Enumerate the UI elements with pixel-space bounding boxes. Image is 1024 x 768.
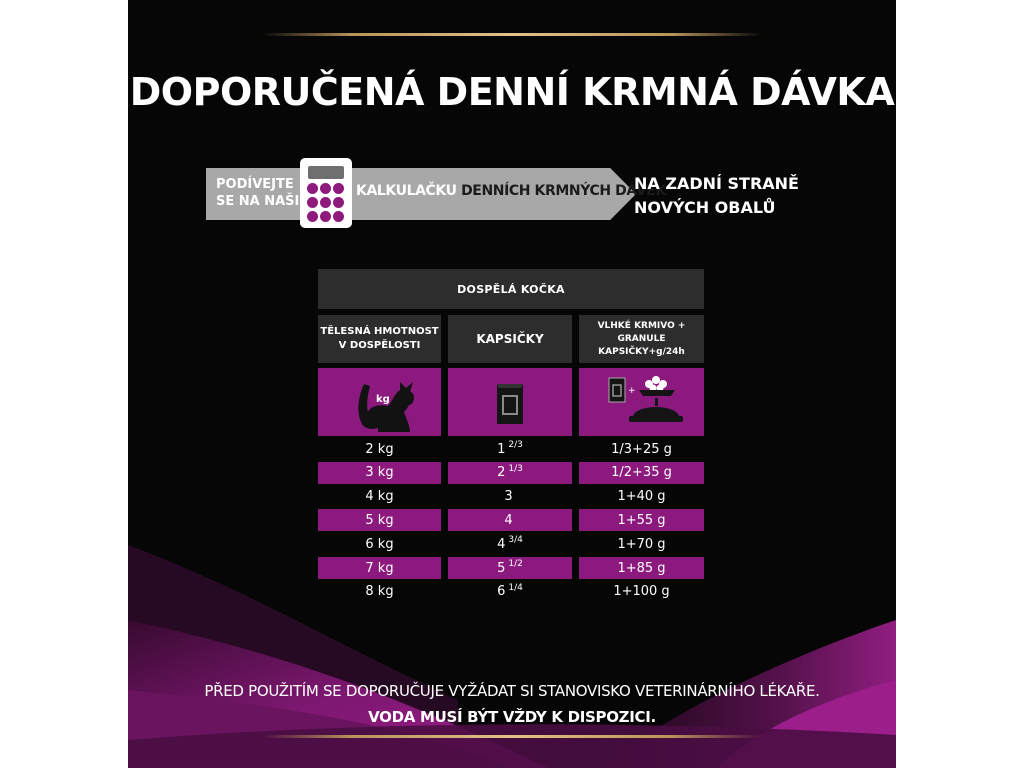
pouches-whole: 1 bbox=[497, 441, 506, 457]
pouch-icon-cell bbox=[448, 368, 572, 436]
top-gold-divider bbox=[262, 33, 762, 36]
table-row bbox=[318, 557, 704, 579]
pouches-cell bbox=[448, 533, 572, 555]
calculator-icon bbox=[300, 158, 352, 228]
pouch-icon bbox=[448, 368, 572, 436]
table-row bbox=[318, 486, 704, 508]
footer-line-2: VODA MUSÍ BÝT VŽDY K DISPOZICI. bbox=[368, 708, 656, 726]
banner-calculator-text bbox=[356, 183, 666, 199]
footer-line-1: PŘED POUŽITÍM SE DOPORUČUJE VYŽÁDAT SI STANOVISKO VETERINÁRNÍHO LÉKAŘE. bbox=[204, 682, 820, 700]
pouches-whole: 4 bbox=[504, 512, 513, 528]
table-row bbox=[318, 581, 704, 603]
pouches-cell bbox=[448, 557, 572, 579]
pouches-cell bbox=[448, 509, 572, 531]
col-head-weight: TĚLESNÁ HMOTNOST V DOSPĚLOSTI bbox=[318, 315, 441, 363]
bottom-gold-divider bbox=[262, 735, 762, 738]
banner-left-text: PODÍVEJTE SE NA NAŠI bbox=[216, 177, 300, 209]
col-head-pouches: KAPSIČKY bbox=[448, 315, 572, 363]
weight-cell: 5 kg bbox=[318, 509, 441, 531]
mixed-feeding-cell: 1+40 g bbox=[617, 489, 666, 505]
pouches-whole: 2 bbox=[497, 465, 506, 481]
weight-cell: 4 kg bbox=[365, 489, 394, 505]
pouches-fraction: 1/3 bbox=[508, 463, 523, 474]
mixed-feeding-cell: 1/2+35 g bbox=[579, 462, 704, 484]
cat-kg-label: kg bbox=[376, 394, 390, 405]
page-title: DOPORUČENÁ DENNÍ KRMNÁ DÁVKA bbox=[129, 70, 895, 114]
calculator-word: KALKULAČKU bbox=[356, 183, 457, 199]
mixed-feeding-cell: 1/3+25 g bbox=[611, 441, 672, 457]
calculator-rest: DENNÍCH KRMNÝCH DÁVEK bbox=[461, 183, 666, 199]
calculator-banner bbox=[206, 162, 799, 234]
weight-cell: 6 kg bbox=[365, 536, 394, 552]
pouches-fraction: 1/2 bbox=[508, 559, 523, 569]
pouches-whole: 6 bbox=[497, 584, 506, 600]
table-title: DOSPĚLÁ KOČKA bbox=[318, 269, 704, 309]
pouches-whole: 5 bbox=[497, 560, 506, 576]
weight-cell: 3 kg bbox=[318, 462, 441, 484]
banner-right-text: NA ZADNÍ STRANĚ NOVÝCH OBALŮ bbox=[634, 174, 799, 217]
mixed-feeding-cell: 1+100 g bbox=[613, 584, 670, 600]
weight-cell: 7 kg bbox=[318, 557, 441, 579]
mixed-feeding-cell: 1+85 g bbox=[579, 557, 704, 579]
table-row bbox=[318, 438, 704, 460]
pouches-fraction: 1/4 bbox=[508, 582, 523, 593]
mixed-feeding-cell: 1+55 g bbox=[579, 509, 704, 531]
table-row bbox=[318, 533, 704, 555]
pouches-cell bbox=[448, 486, 572, 508]
pouches-fraction: 3/4 bbox=[508, 535, 523, 546]
mixed-feeding-cell: 1+70 g bbox=[617, 536, 666, 552]
pouches-cell bbox=[448, 438, 572, 460]
col-head-mixed: VLHKÉ KRMIVO + GRANULE KAPSIČKY+g/24h bbox=[579, 315, 704, 363]
weight-cell: 8 kg bbox=[365, 584, 394, 600]
cat-icon-cell bbox=[318, 368, 441, 436]
product-panel bbox=[128, 0, 896, 768]
weight-cell: 2 kg bbox=[365, 441, 394, 457]
pouches-whole: 4 bbox=[497, 536, 506, 552]
table-row bbox=[318, 462, 704, 484]
table-row bbox=[318, 509, 704, 531]
svg-text:+: + bbox=[628, 386, 636, 396]
pouches-fraction: 2/3 bbox=[508, 440, 523, 450]
footer-notice bbox=[128, 678, 896, 730]
pouch-and-bowl-icon-cell bbox=[579, 368, 704, 436]
pouches-whole: 3 bbox=[504, 489, 513, 505]
calculator-screen bbox=[308, 166, 344, 179]
pouches-cell bbox=[448, 462, 572, 484]
pouch-and-bowl-icon bbox=[579, 368, 704, 436]
pouches-cell bbox=[448, 581, 572, 603]
